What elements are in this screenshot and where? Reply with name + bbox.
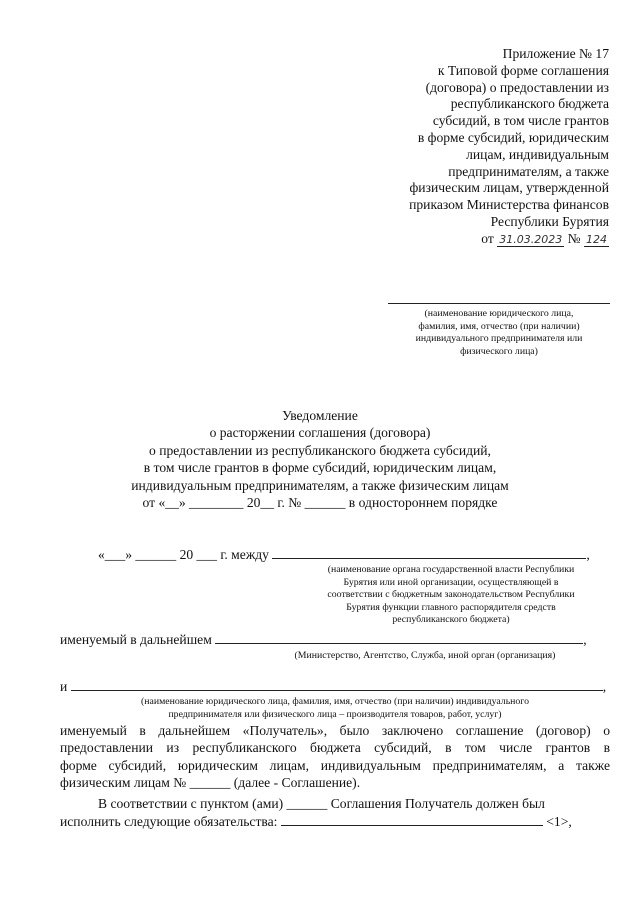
title-line: о расторжении соглашения (договора) [209,425,431,441]
hereinafter-label: именуемый в дальнейшем [60,632,212,647]
comma: , [583,632,587,647]
caption-line: (наименование юридического лица, [424,308,574,319]
obligations-blank[interactable] [281,813,543,826]
comma: , [586,547,590,562]
authority-caption [290,564,612,627]
ministry-caption: (Министерство, Агентство, Служба, иной орган (организация) [294,650,556,661]
and-row [60,678,606,696]
caption-line: фамилия, имя, отчество (при наличии) [418,320,580,332]
caption-line: Бурятия или иной организации, осуществляющей в [343,576,559,588]
appendix-line: к Типовой форме соглашения [437,62,609,78]
number-sign: № [567,230,581,246]
recipient-caption [388,308,610,358]
appendix-line: субсидий, в том числе грантов [432,113,609,129]
footnote-ref: <1>, [546,814,572,829]
caption-line: индивидуального предпринимателя или [415,333,583,345]
appendix-line: предпринимателям, а также [448,163,609,179]
appendix-line: приказом Министерства финансов [409,197,609,213]
comma: , [602,679,607,694]
between-row [98,546,590,564]
appendix-line: республиканского бюджета [450,96,609,112]
title-line: о предоставлении из республиканского бюджета субсидий, [149,442,491,458]
body-line: предоставлении из республиканского бюджета субсидий, в том числе грантов в [60,740,610,756]
appendix-header [319,46,609,248]
obligations-row [60,813,572,831]
between-date-text: «___» ______ 20 ___ г. между [98,547,269,562]
appendix-line: Приложение № 17 [502,46,609,61]
handwritten-date: 31.03.2023 [499,232,563,246]
authority-name-blank[interactable] [272,546,586,559]
obligations-label: исполнить следующие обязательства: [60,814,278,829]
title-line: Уведомление [282,408,358,423]
notice-title [90,407,550,511]
appendix-line: в форме субсидий, юридическим [417,129,609,145]
title-line: индивидуальным предпринимателям, а также физическим лицам [131,477,509,493]
obligations-line: В соответствии с пунктом (ами) ______ Соглашения Получатель должен был [98,796,545,811]
recipient-name-caption [60,696,610,721]
caption-line: (наименование юридического лица, фамилия, имя, отчество (при наличии) индивидуального [141,696,529,707]
body-line: форме субсидий, юридическим лицам, индивидуальным предпринимателям, а также [60,757,610,773]
title-line: в том числе грантов в форме субсидий, юридическим лицам, [143,460,497,476]
appendix-line: физическим лицам, утвержденной [409,180,609,196]
appendix-line: Республики Бурятия [490,213,609,229]
hereinafter-row [60,631,587,649]
body-line: именуемый в дальнейшем «Получатель», было заключено соглашение (договор) о [60,723,610,738]
appendix-line: (договора) о предоставлении из [425,79,609,95]
caption-line: физического лица) [460,345,538,357]
appendix-line: лицам, индивидуальным [466,146,609,162]
and-label: и [60,679,68,694]
body-paragraph [60,722,610,792]
date-prefix: от [481,230,494,246]
caption-line: Бурятия функции главного распорядителя средств [346,601,556,613]
handwritten-number: 124 [586,232,607,246]
ministry-blank[interactable] [215,631,583,644]
title-line: от «__» ________ 20__ г. № ______ в одностороннем порядке [142,495,498,511]
recipient-name-blank[interactable] [71,678,603,691]
recipient-blank-line [388,303,610,304]
appendix-date-line [319,231,609,248]
caption-line: соответствии с бюджетным законодательством Республики [327,589,575,601]
recipient-block [388,303,610,358]
body-line: физическим лицам № ______ (далее - Соглашение). [60,775,361,791]
caption-line: (наименование органа государственной власти Республики [327,564,575,575]
caption-line: предпринимателя или физического лица – производителя товаров, работ, услуг) [168,708,502,720]
caption-line: республиканского бюджета) [392,614,510,626]
